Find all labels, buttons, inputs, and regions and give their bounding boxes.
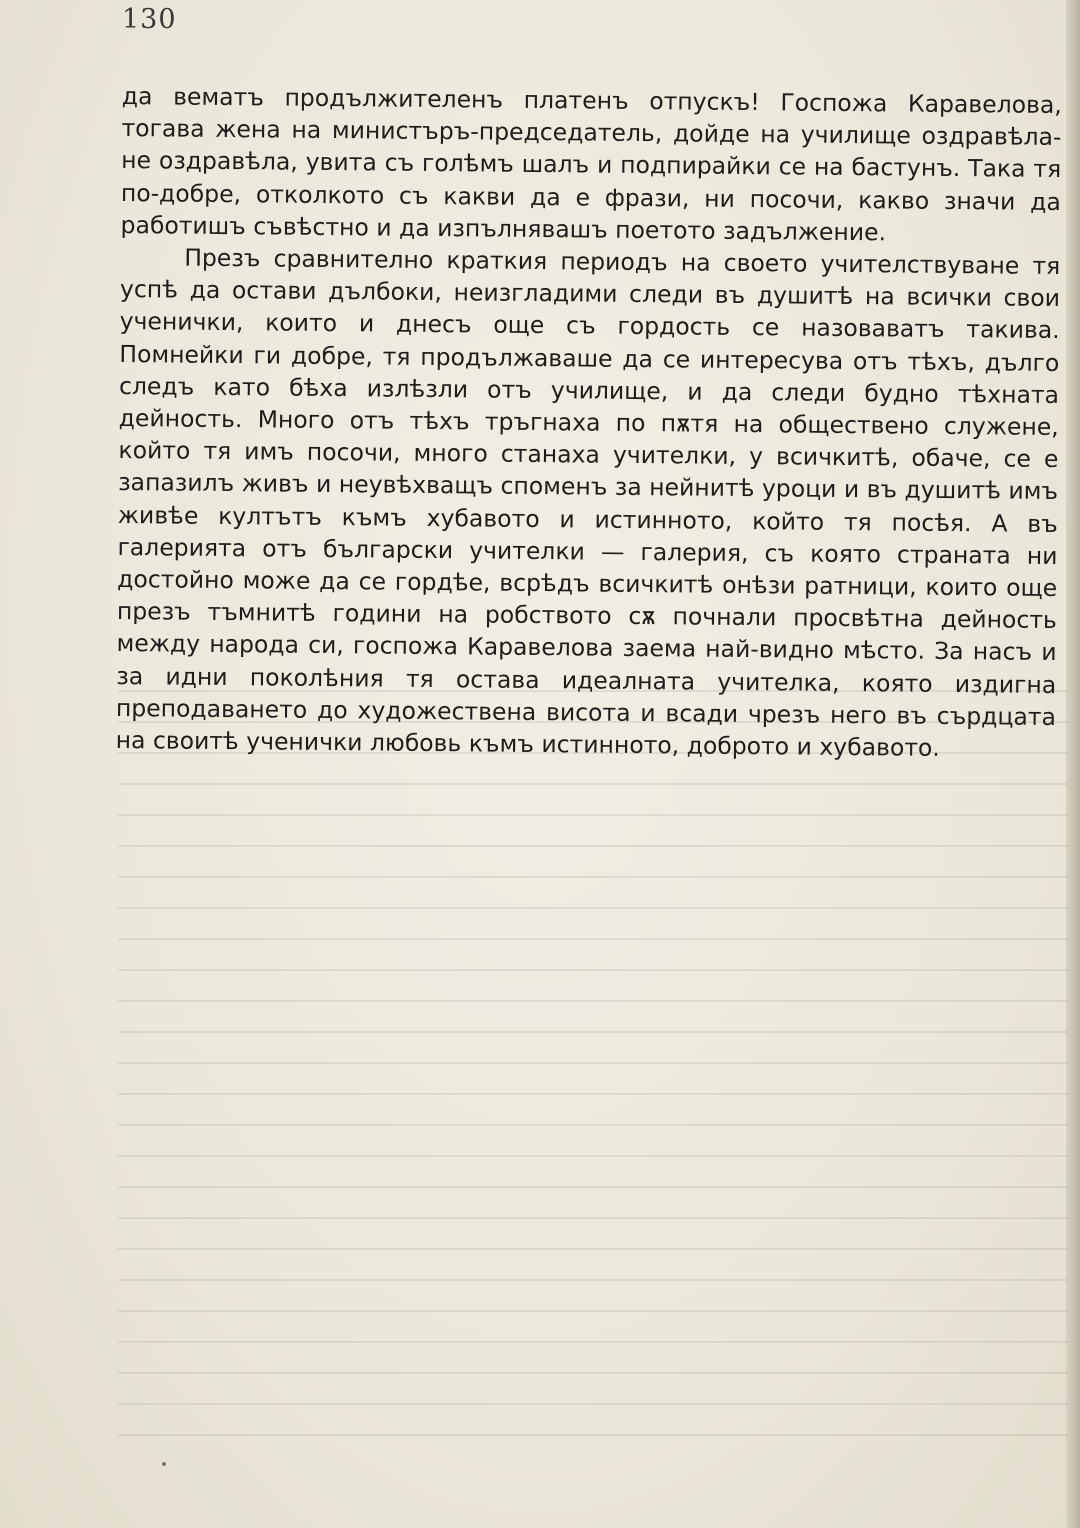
page-edge [1066,0,1080,1528]
show-through-texture [118,690,1068,1490]
page-number: 130 [122,4,177,35]
paper-speck [162,1462,166,1466]
paragraph-1: да вематъ продължителенъ платенъ отпускъ! Госпожа Каравелова, тогава жена на министъръ-председатель, дойде на училище оздравѣла-не оздравѣла, увита съ голѣмъ шалъ и подпирайки се на бастунъ. Така тя по-добре, отколкото съ какви да е фрази, ни посочи, какво значи да работишъ съвѣстно и да изпълнявашъ поетото задължение. [120,81,1062,247]
body-text [116,80,1062,765]
paragraph-2: Презъ сравнително краткия периодъ на своето учителствуване тя успѣ да остави дълбоки, неизгладими следи въ душитѣ на всички свои ученички, които и днесъ още съ гордость се назоваватъ такива. Помнейки ги добре, тя продължаваше да се интересува отъ тѣхъ, дълго следъ като бѣха излѣзли отъ училище, и да следи будно тѣхната дейность. Много отъ тѣхъ тръгнаха по пѫтя на обществено служене, който тя имъ посочи, много станаха учителки, у всичкитѣ, обаче, се е запазилъ живъ и неувѣхващъ споменъ за нейнитѣ уроци и въ душитѣ имъ живѣе култътъ къмъ хубавото и истинното, който тя посѣя. А въ галерията отъ български учителки — галерия, съ която страната ни достойно може да се гордѣе, всрѣдъ всичкитѣ онѣзи ратници, които още презъ тъмнитѣ години на робството сѫ почнали просвѣтна дейность между народа си, госпожа Каравелова заема най-видно мѣсто. За насъ и за идни поколѣния тя остава идеалната учителка, която издигна преподаването до художествена висота и всади чрезъ него въ сърдцата на своитѣ ученички любовь къмъ истинното, доброто и хубавото. [115,243,1061,762]
